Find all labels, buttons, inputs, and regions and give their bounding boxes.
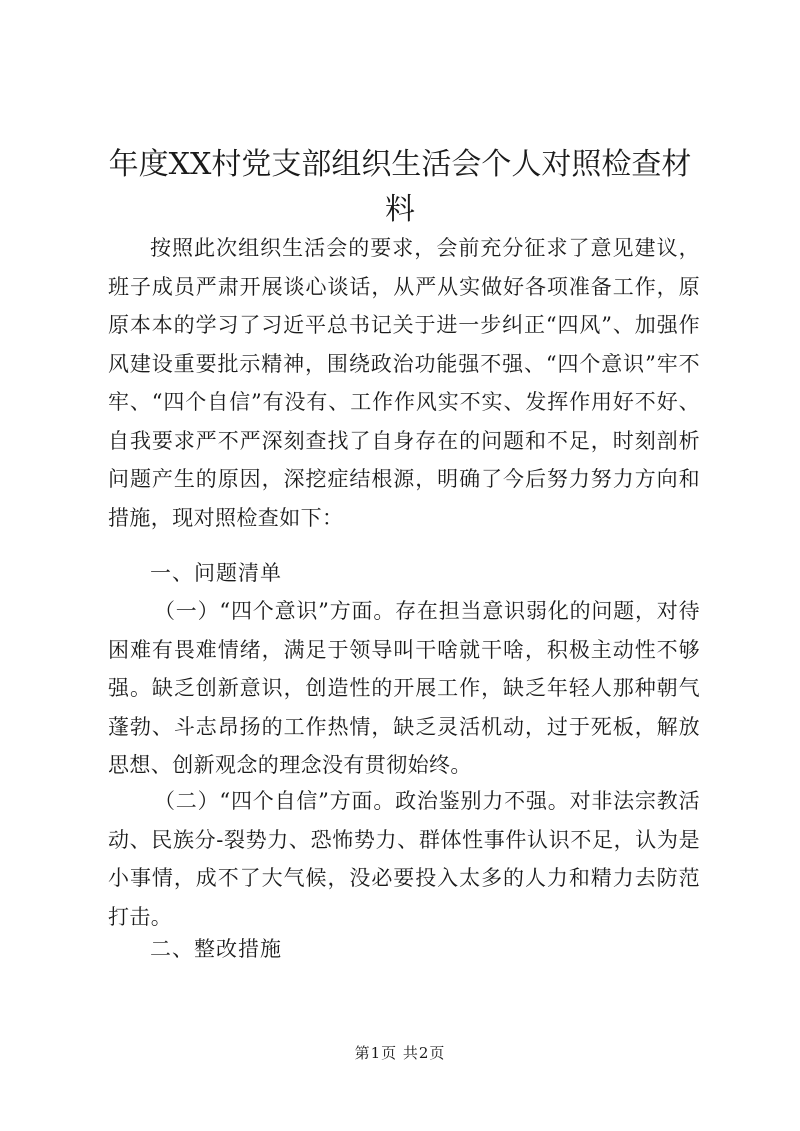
page-number-footer: 第1页 共2页 — [354, 1044, 446, 1062]
intro-paragraph: 按照此次组织生活会的要求，会前充分征求了意见建议，班子成员严肃开展谈心谈话，从严从实做好各项准备工作，原原本本的学习了习近平总书记关于进一步纠正“四风”、加强作风建设重要批示精神，围绕政治功能强不强、“四个意识”牢不牢、“四个自信”有没有、工作作风实不实、发挥作用好不好、自我要求严不严深刻查找了自身存在的问题和不足，时刻剖析问题产生的原因，深挖症结根源，明确了今后努力努力方向和措施，现对照检查如下： — [108, 236, 700, 530]
document-title: 年度XX村党支部组织生活会个人对照检查材料 — [108, 147, 692, 227]
paragraph-four-confidences: （二）“四个自信”方面。政治鉴别力不强。对非法宗教活动、民族分-裂势力、恐怖势力、群体性事件认识不足，认为是小事情，成不了大气候，没必要投入太多的人力和精力去防范打击。 — [108, 789, 700, 929]
section-heading-measures: 二、整改措施 — [150, 937, 282, 961]
section-heading-problems: 一、问题清单 — [150, 561, 282, 585]
paragraph-four-consciousness: （一）“四个意识”方面。存在担当意识弱化的问题，对待困难有畏难情绪，满足于领导叫干啥就干啥，积极主动性不够强。缺乏创新意识，创造性的开展工作，缺乏年轻人那种朝气蓬勃、斗志昂扬的工作热情，缺乏灵活机动，过于死板，解放思想、创新观念的理念没有贯彻始终。 — [108, 599, 700, 777]
